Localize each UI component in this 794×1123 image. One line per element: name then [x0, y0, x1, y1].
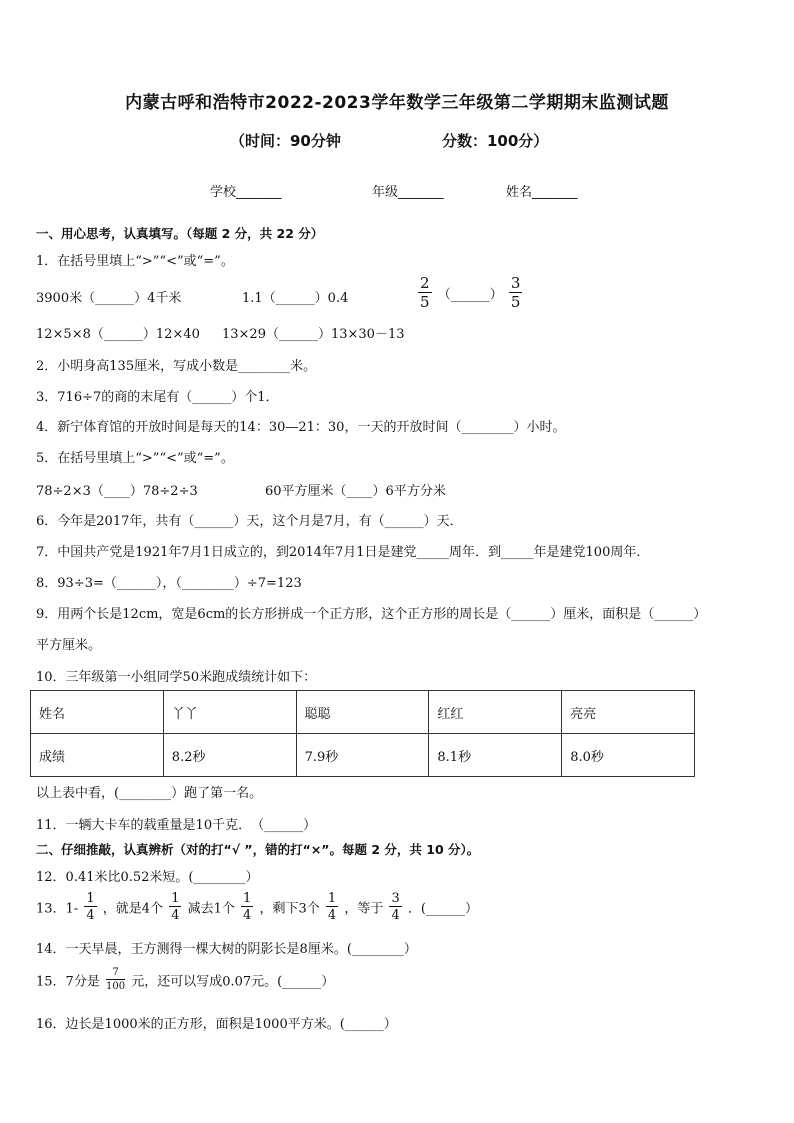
question-11: 11．一辆大卡车的载重量是10千克． （______）	[36, 818, 317, 833]
question-10-after: 以上表中看，(________）跑了第一名。	[36, 786, 263, 801]
question-6: 6．今年是2017年，共有（______）天，这个月是7月，有（______）天．	[36, 514, 463, 529]
fraction-seven-hundredths: $\frac{7}{100}$	[105, 967, 126, 992]
table-cell: 亮亮	[562, 691, 695, 734]
question-15-text: 元，还可以写成0.07元。(______）	[131, 974, 335, 990]
fraction-three-quarters: $\frac{3}{4}$	[391, 891, 400, 923]
table-row	[31, 691, 695, 734]
section-2-heading: 二、仔细推敲，认真辨析（对的打“√ ”，错的打“×”。每题 2 分，共 10 分）。	[36, 842, 480, 857]
name-field: 姓名_______	[506, 185, 578, 200]
score-table	[30, 690, 695, 777]
question-2: 2．小明身高135厘米，写成小数是________米。	[36, 359, 317, 374]
exam-score: 分数：100分）	[442, 132, 549, 150]
question-13-text: 减去1个	[187, 901, 235, 917]
question-15-text: 15．7分是	[36, 974, 100, 990]
table-cell: 8.1秒	[429, 734, 562, 777]
question-13-text: ，剩下3个	[259, 901, 320, 917]
question-5a: 78÷2×3（____）78÷2÷3	[36, 484, 198, 499]
question-9-line-2: 平方厘米。	[36, 638, 102, 653]
table-cell: 8.0秒	[562, 734, 695, 777]
question-1b: 1.1（______）0.4	[242, 291, 349, 306]
question-4: 4．新宁体育馆的开放时间是每天的14：30—21：30，一天的开放时间（________）小时。	[36, 420, 566, 435]
question-7: 7．中国共产党是1921年7月1日成立的，到2014年7月1日是建党_____周年．到_____年是建党100周年．	[36, 545, 650, 560]
grade-field: 年级_______	[372, 185, 444, 200]
question-14: 14．一天早晨，王方测得一棵大树的阴影长是8厘米。(________）	[36, 942, 417, 957]
question-10: 10．三年级第一小组同学50米跑成绩统计如下：	[36, 670, 317, 685]
school-field: 学校_______	[210, 185, 282, 200]
question-5: 5．在括号里填上“>”“<”或“=”。	[36, 451, 234, 466]
question-5b: 60平方厘米（____）6平方分米	[265, 484, 446, 499]
question-1a: 3900米（______）4千米	[36, 291, 182, 306]
question-16: 16．边长是1000米的正方形，面积是1000平方米。(______）	[36, 1017, 397, 1032]
table-cell: 成绩	[31, 734, 164, 777]
fraction-one-quarter: $\frac{1}{4}$	[86, 891, 95, 923]
table-cell: 8.2秒	[163, 734, 296, 777]
table-row	[31, 734, 695, 777]
question-13-text: ，等于	[344, 901, 384, 917]
fraction-two-fifths: $\frac{2}{5}$	[420, 274, 430, 311]
table-cell: 7.9秒	[296, 734, 429, 777]
fraction-one-quarter: $\frac{1}{4}$	[327, 891, 337, 923]
question-13-text: ．(______）	[407, 901, 478, 917]
exam-title: 内蒙古呼和浩特市2022-2023学年数学三年级第二学期期末监测试题	[125, 93, 669, 113]
question-13-text: ，就是4个	[102, 901, 164, 917]
question-9-line-1: 9．用两个长是12cm，宽是6cm的长方形拼成一个正方形，这个正方形的周长是（______）厘米，面积是（______）	[36, 607, 707, 622]
question-12: 12．0.41米比0.52米短。(________）	[36, 870, 259, 885]
question-1: 1．在括号里填上“>”“<”或“=”。	[36, 254, 234, 269]
fraction-one-quarter: $\frac{1}{4}$	[171, 891, 180, 923]
section-1-heading: 一、用心思考，认真填写。（每题 2 分，共 22 分）	[36, 226, 324, 241]
question-1d: 12×5×8（______）12×40	[36, 327, 200, 342]
question-1c-blank: （______）	[437, 287, 503, 303]
table-cell: 红红	[429, 691, 562, 734]
fraction-three-fifths: $\frac{3}{5}$	[510, 274, 521, 311]
question-1c	[416, 276, 524, 310]
question-3: 3．716÷7的商的末尾有（______）个1．	[36, 390, 279, 405]
question-1e: 13×29（______）13×30－13	[222, 327, 405, 342]
question-13	[36, 892, 478, 922]
question-15	[36, 968, 334, 992]
question-8: 8．93÷3=（______），（________）÷7=123	[36, 576, 302, 591]
table-cell: 聪聪	[296, 691, 429, 734]
question-13-text: 13．1-	[36, 901, 79, 917]
table-cell: 丫丫	[163, 691, 296, 734]
exam-time: （时间：90分钟	[230, 132, 341, 150]
fraction-one-quarter: $\frac{1}{4}$	[243, 891, 252, 923]
table-cell: 姓名	[31, 691, 164, 734]
